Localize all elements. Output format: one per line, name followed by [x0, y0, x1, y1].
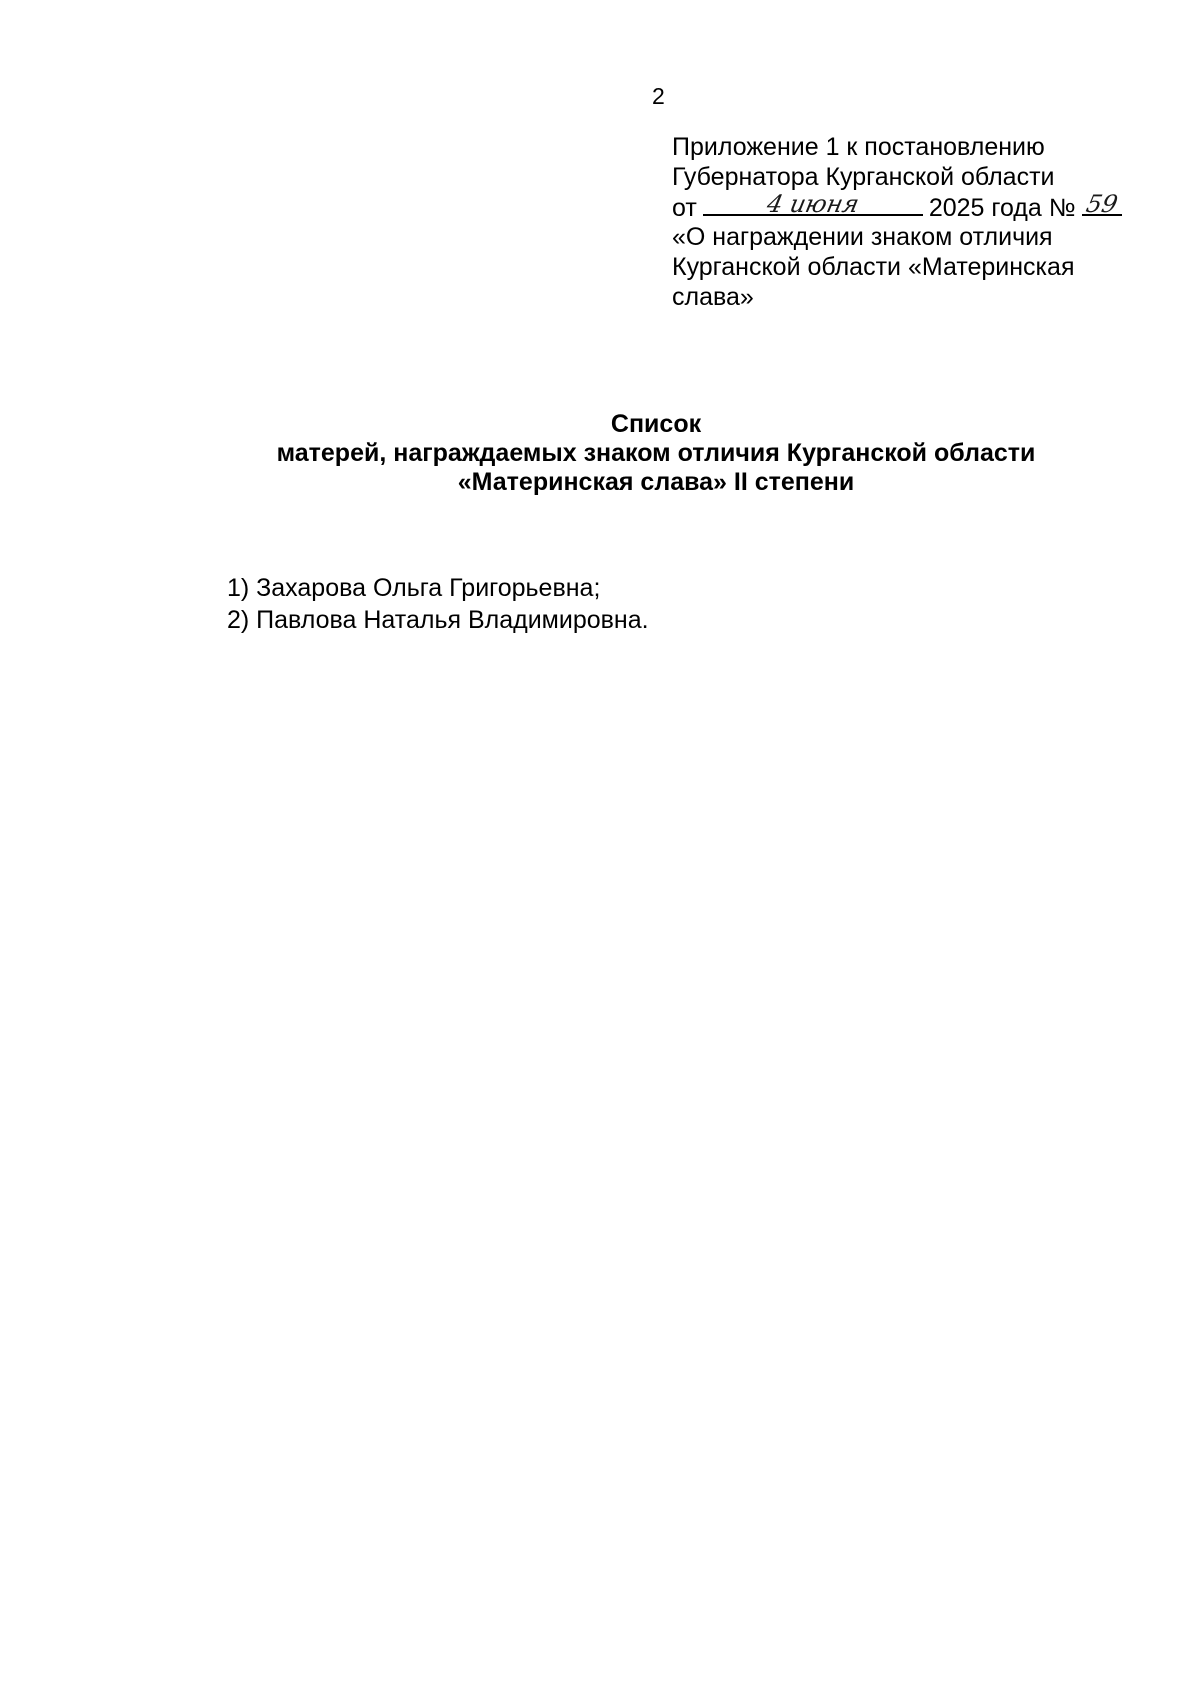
title-line-3: «Материнская слава» II степени — [457, 468, 855, 496]
title-line-1: Список — [610, 410, 702, 438]
year-text: 2025 года № — [928, 194, 1076, 222]
appendix-line-4: «О награждении знаком отличия — [672, 223, 1053, 251]
document-title — [0, 410, 1200, 497]
appendix-header — [672, 132, 1132, 312]
appendix-date-line — [672, 192, 1132, 222]
handwritten-number: 59 — [1083, 190, 1120, 218]
number-fill-line — [1082, 192, 1122, 216]
appendix-line-5: Курганской области «Материнская — [672, 253, 1075, 281]
appendix-line-2: Губернатора Курганской области — [672, 163, 1055, 191]
title-line-2: матерей, награждаемых знаком отличия Курганской области — [276, 439, 1036, 467]
appendix-line-1: Приложение 1 к постановлению — [672, 133, 1045, 161]
date-prefix: от — [672, 194, 697, 222]
appendix-line-6: слава» — [672, 283, 754, 311]
date-fill-line — [703, 192, 923, 216]
list-item: 1) Захарова Ольга Григорьевна; — [227, 574, 601, 602]
page-number: 2 — [652, 83, 665, 109]
recipients-list — [227, 572, 649, 636]
list-item: 2) Павлова Наталья Владимировна. — [227, 606, 649, 634]
handwritten-date: 4 июня — [764, 190, 862, 218]
